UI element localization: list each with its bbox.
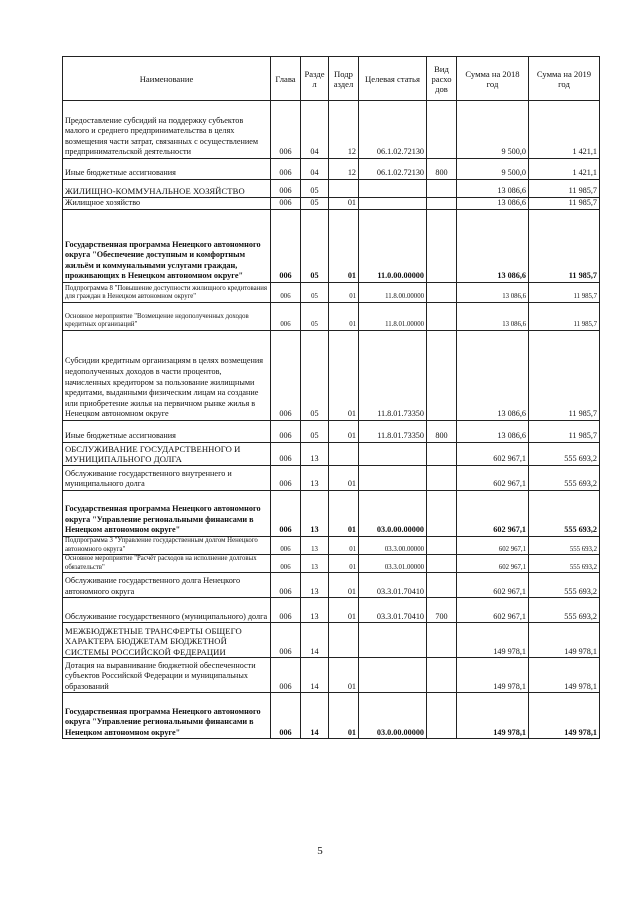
- cell-name: Дотация на выравнивание бюджетной обеспеченности субъектов Российской Федерации и муниципальных образований: [63, 658, 271, 693]
- cell-podrazdel: 01: [329, 537, 359, 555]
- cell-podrazdel: 01: [329, 331, 359, 421]
- cell-vid-rashodov: [427, 658, 457, 693]
- cell-sum-2019: 149 978,1: [529, 693, 600, 739]
- cell-sum-2018: 9 500,0: [457, 159, 529, 180]
- cell-name: Жилищное хозяйство: [63, 198, 271, 210]
- header-vid-rashodov: Вид расхо дов: [427, 57, 457, 101]
- cell-sum-2018: 149 978,1: [457, 623, 529, 658]
- cell-razdel: 13: [301, 555, 329, 573]
- cell-vid-rashodov: [427, 555, 457, 573]
- cell-podrazdel: 01: [329, 693, 359, 739]
- cell-cel-statya: 03.0.00.00000: [359, 693, 427, 739]
- header-podrazdel: Подр аздел: [329, 57, 359, 101]
- table-row: [63, 303, 600, 331]
- budget-table: [62, 56, 600, 739]
- cell-sum-2018: 149 978,1: [457, 693, 529, 739]
- cell-name: Предоставление субсидий на поддержку субъектов малого и среднего предпринимательства в целях возмещения части затрат, связанных с осуществлением предпринимательской деятельности: [63, 101, 271, 159]
- table-row: [63, 180, 600, 198]
- table-row: [63, 598, 600, 623]
- budget-table-page: [62, 56, 599, 739]
- cell-podrazdel: 12: [329, 159, 359, 180]
- cell-podrazdel: 01: [329, 573, 359, 598]
- cell-razdel: 04: [301, 101, 329, 159]
- cell-vid-rashodov: [427, 331, 457, 421]
- cell-podrazdel: 01: [329, 283, 359, 303]
- cell-podrazdel: 01: [329, 491, 359, 537]
- cell-podrazdel: [329, 623, 359, 658]
- cell-podrazdel: 01: [329, 421, 359, 443]
- table-row: [63, 198, 600, 210]
- cell-cel-statya: 03.0.00.00000: [359, 491, 427, 537]
- cell-name: Иные бюджетные ассигнования: [63, 159, 271, 180]
- cell-podrazdel: [329, 443, 359, 466]
- cell-podrazdel: 01: [329, 555, 359, 573]
- cell-cel-statya: 06.1.02.72130: [359, 101, 427, 159]
- cell-sum-2019: 555 693,2: [529, 598, 600, 623]
- cell-razdel: 05: [301, 210, 329, 283]
- cell-sum-2019: 1 421,1: [529, 159, 600, 180]
- cell-sum-2018: 602 967,1: [457, 537, 529, 555]
- header-cel-statya: Целевая статья: [359, 57, 427, 101]
- cell-glava: 006: [271, 283, 301, 303]
- cell-name: Государственная программа Ненецкого автономного округа "Управление региональными финансами в Ненецком автономном округе": [63, 491, 271, 537]
- table-row: [63, 491, 600, 537]
- cell-cel-statya: 11.0.00.00000: [359, 210, 427, 283]
- cell-cel-statya: 11.8.01.73350: [359, 331, 427, 421]
- cell-vid-rashodov: [427, 210, 457, 283]
- cell-sum-2019: 11 985,7: [529, 180, 600, 198]
- cell-sum-2018: 13 086,6: [457, 303, 529, 331]
- cell-cel-statya: 03.3.01.70410: [359, 573, 427, 598]
- table-row: [63, 210, 600, 283]
- cell-sum-2018: 149 978,1: [457, 658, 529, 693]
- cell-cel-statya: 11.8.00.00000: [359, 283, 427, 303]
- cell-podrazdel: 01: [329, 466, 359, 491]
- cell-glava: 006: [271, 180, 301, 198]
- cell-vid-rashodov: [427, 623, 457, 658]
- cell-sum-2019: 1 421,1: [529, 101, 600, 159]
- cell-sum-2018: 13 086,6: [457, 210, 529, 283]
- cell-vid-rashodov: 800: [427, 159, 457, 180]
- cell-razdel: 05: [301, 198, 329, 210]
- cell-razdel: 13: [301, 573, 329, 598]
- table-row: [63, 623, 600, 658]
- cell-razdel: 05: [301, 180, 329, 198]
- cell-glava: 006: [271, 555, 301, 573]
- cell-razdel: 13: [301, 537, 329, 555]
- cell-razdel: 13: [301, 598, 329, 623]
- table-row: [63, 537, 600, 555]
- cell-glava: 006: [271, 491, 301, 537]
- cell-sum-2018: 602 967,1: [457, 598, 529, 623]
- table-row: [63, 443, 600, 466]
- cell-cel-statya: 03.3.00.00000: [359, 537, 427, 555]
- cell-razdel: 14: [301, 623, 329, 658]
- cell-cel-statya: 11.8.01.00000: [359, 303, 427, 331]
- table-row: [63, 555, 600, 573]
- header-glava: Глава: [271, 57, 301, 101]
- cell-cel-statya: [359, 198, 427, 210]
- cell-vid-rashodov: [427, 573, 457, 598]
- cell-glava: 006: [271, 210, 301, 283]
- cell-glava: 006: [271, 466, 301, 491]
- cell-sum-2019: 555 693,2: [529, 466, 600, 491]
- cell-glava: 006: [271, 693, 301, 739]
- cell-vid-rashodov: [427, 283, 457, 303]
- cell-sum-2018: 602 967,1: [457, 573, 529, 598]
- cell-name: Подпрограмма 8 "Повышение доступности жилищного кредитования для граждан в Ненецком автономном округе": [63, 283, 271, 303]
- header-sum-2019: Сумма на 2019 год: [529, 57, 600, 101]
- cell-vid-rashodov: [427, 537, 457, 555]
- cell-razdel: 13: [301, 491, 329, 537]
- cell-name: Подпрограмма 3 "Управление государственным долгом Ненецкого автономного округа": [63, 537, 271, 555]
- header-name: Наименование: [63, 57, 271, 101]
- cell-sum-2019: 11 985,7: [529, 331, 600, 421]
- cell-vid-rashodov: [427, 303, 457, 331]
- cell-vid-rashodov: [427, 180, 457, 198]
- cell-glava: 006: [271, 101, 301, 159]
- cell-glava: 006: [271, 303, 301, 331]
- cell-sum-2018: 602 967,1: [457, 466, 529, 491]
- cell-name: Обслуживание государственного (муниципального) долга: [63, 598, 271, 623]
- table-row: [63, 466, 600, 491]
- table-row: [63, 573, 600, 598]
- cell-vid-rashodov: [427, 443, 457, 466]
- cell-glava: 006: [271, 537, 301, 555]
- cell-razdel: 05: [301, 283, 329, 303]
- table-row: [63, 421, 600, 443]
- cell-podrazdel: [329, 180, 359, 198]
- cell-sum-2019: 149 978,1: [529, 623, 600, 658]
- page-number: 5: [317, 845, 323, 857]
- cell-sum-2018: 13 086,6: [457, 421, 529, 443]
- cell-sum-2019: 555 693,2: [529, 491, 600, 537]
- cell-podrazdel: 01: [329, 303, 359, 331]
- cell-podrazdel: 12: [329, 101, 359, 159]
- cell-name: Субсидии кредитным организациям в целях возмещения недополученных доходов в части процентов, начисленных кредитором за пользование жилищными кредитами, выданными физическим лицам на создание или приобретение жилья на первичном рынке жилья в Ненецком автономном округе: [63, 331, 271, 421]
- cell-podrazdel: 01: [329, 658, 359, 693]
- cell-razdel: 04: [301, 159, 329, 180]
- cell-cel-statya: [359, 443, 427, 466]
- cell-name: Государственная программа Ненецкого автономного округа "Обеспечение доступным и комфортным жильём и коммунальными услугами граждан, проживающих в Ненецком автономном округе": [63, 210, 271, 283]
- cell-sum-2019: 11 985,7: [529, 198, 600, 210]
- cell-podrazdel: 01: [329, 210, 359, 283]
- cell-name: МЕЖБЮДЖЕТНЫЕ ТРАНСФЕРТЫ ОБЩЕГО ХАРАКТЕРА БЮДЖЕТАМ БЮДЖЕТНОЙ СИСТЕМЫ РОССИЙСКОЙ ФЕДЕРАЦИИ: [63, 623, 271, 658]
- cell-cel-statya: [359, 623, 427, 658]
- cell-razdel: 13: [301, 443, 329, 466]
- cell-cel-statya: [359, 658, 427, 693]
- cell-cel-statya: 11.8.01.73350: [359, 421, 427, 443]
- cell-sum-2019: 555 693,2: [529, 537, 600, 555]
- cell-name: Обслуживание государственного долга Ненецкого автономного округа: [63, 573, 271, 598]
- cell-glava: 006: [271, 331, 301, 421]
- cell-glava: 006: [271, 573, 301, 598]
- cell-cel-statya: [359, 466, 427, 491]
- cell-vid-rashodov: [427, 693, 457, 739]
- table-row: [63, 159, 600, 180]
- cell-vid-rashodov: 700: [427, 598, 457, 623]
- cell-sum-2019: 11 985,7: [529, 283, 600, 303]
- cell-vid-rashodov: [427, 101, 457, 159]
- table-row: [63, 658, 600, 693]
- cell-cel-statya: [359, 180, 427, 198]
- cell-name: Иные бюджетные ассигнования: [63, 421, 271, 443]
- cell-sum-2019: 149 978,1: [529, 658, 600, 693]
- cell-sum-2019: 555 693,2: [529, 573, 600, 598]
- cell-razdel: 05: [301, 421, 329, 443]
- cell-name: Обслуживание государственного внутреннего и муниципального долга: [63, 466, 271, 491]
- cell-glava: 006: [271, 159, 301, 180]
- cell-name: Государственная программа Ненецкого автономного округа "Управление региональными финансами в Ненецком автономном округе": [63, 693, 271, 739]
- cell-sum-2018: 602 967,1: [457, 443, 529, 466]
- table-row: [63, 101, 600, 159]
- cell-cel-statya: 03.3.01.70410: [359, 598, 427, 623]
- cell-cel-statya: 03.3.01.00000: [359, 555, 427, 573]
- table-row: [63, 693, 600, 739]
- cell-vid-rashodov: [427, 466, 457, 491]
- cell-glava: 006: [271, 598, 301, 623]
- cell-name: ОБСЛУЖИВАНИЕ ГОСУДАРСТВЕННОГО И МУНИЦИПАЛЬНОГО ДОЛГА: [63, 443, 271, 466]
- cell-sum-2018: 602 967,1: [457, 491, 529, 537]
- cell-sum-2018: 13 086,6: [457, 283, 529, 303]
- header-razdel: Разде л: [301, 57, 329, 101]
- cell-name: Основное мероприятие "Расчёт расходов на исполнение долговых обязательств": [63, 555, 271, 573]
- cell-razdel: 14: [301, 693, 329, 739]
- cell-name: ЖИЛИЩНО-КОММУНАЛЬНОЕ ХОЗЯЙСТВО: [63, 180, 271, 198]
- table-row: [63, 331, 600, 421]
- cell-glava: 006: [271, 198, 301, 210]
- cell-razdel: 14: [301, 658, 329, 693]
- cell-sum-2019: 555 693,2: [529, 555, 600, 573]
- cell-glava: 006: [271, 443, 301, 466]
- header-sum-2018: Сумма на 2018 год: [457, 57, 529, 101]
- table-header-row: [63, 57, 600, 101]
- cell-razdel: 05: [301, 303, 329, 331]
- cell-vid-rashodov: [427, 198, 457, 210]
- cell-vid-rashodov: 800: [427, 421, 457, 443]
- cell-cel-statya: 06.1.02.72130: [359, 159, 427, 180]
- cell-sum-2019: 555 693,2: [529, 443, 600, 466]
- cell-sum-2018: 13 086,6: [457, 198, 529, 210]
- cell-sum-2019: 11 985,7: [529, 210, 600, 283]
- table-row: [63, 283, 600, 303]
- cell-sum-2018: 9 500,0: [457, 101, 529, 159]
- cell-sum-2018: 602 967,1: [457, 555, 529, 573]
- cell-sum-2019: 11 985,7: [529, 421, 600, 443]
- cell-name: Основное мероприятие "Возмещение недополученных доходов кредитных организаций": [63, 303, 271, 331]
- cell-sum-2018: 13 086,6: [457, 331, 529, 421]
- cell-sum-2018: 13 086,6: [457, 180, 529, 198]
- cell-podrazdel: 01: [329, 198, 359, 210]
- cell-glava: 006: [271, 623, 301, 658]
- cell-glava: 006: [271, 658, 301, 693]
- cell-podrazdel: 01: [329, 598, 359, 623]
- cell-razdel: 13: [301, 466, 329, 491]
- cell-glava: 006: [271, 421, 301, 443]
- table-body: [63, 101, 600, 739]
- cell-sum-2019: 11 985,7: [529, 303, 600, 331]
- cell-vid-rashodov: [427, 491, 457, 537]
- cell-razdel: 05: [301, 331, 329, 421]
